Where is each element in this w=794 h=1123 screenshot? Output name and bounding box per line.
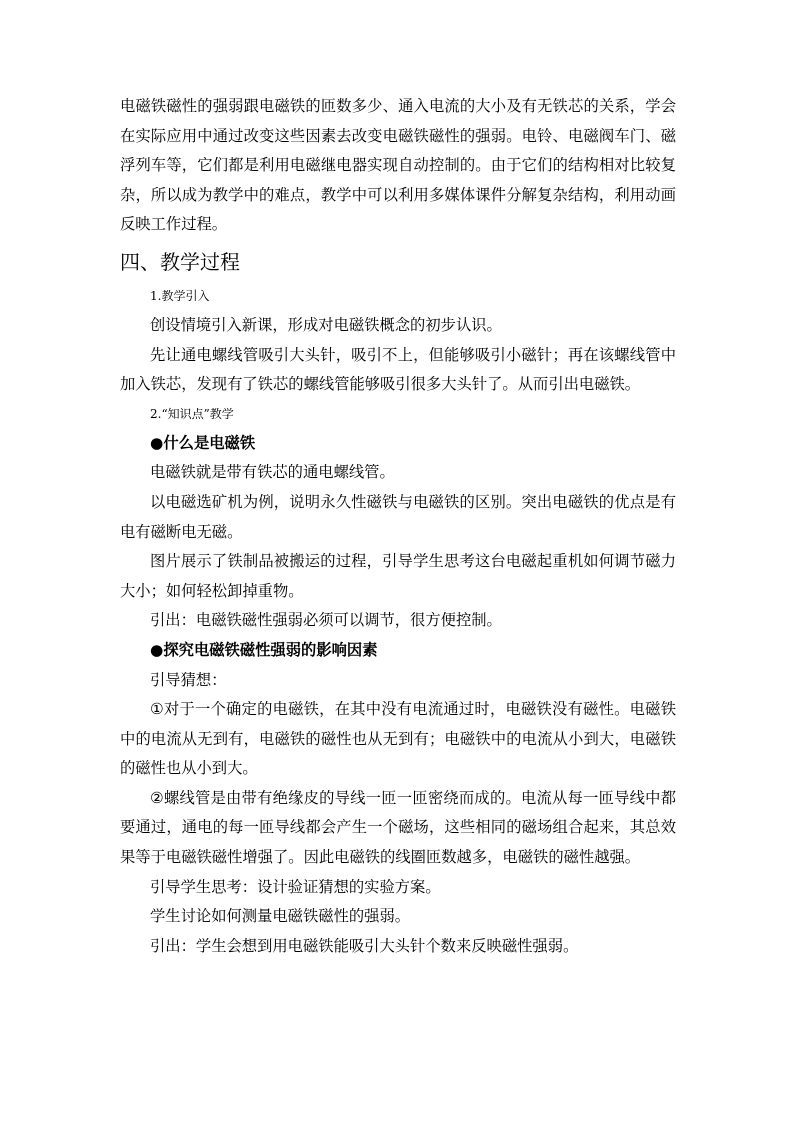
paragraph: ②螺线管是由带有绝缘皮的导线一匝一匝密绕而成的。电流从每一匝导线中都要通过，通电的每一匝导线都会产生一个磁场，这些相同的磁场组合起来，其总效果等于电磁铁磁性增强了。因此电磁铁的线圈匝数越多，电磁铁的磁性越强。	[120, 788, 676, 867]
paragraph-intro: 电磁铁磁性的强弱跟电磁铁的匝数多少、通入电流的大小及有无铁芯的关系，学会在实际应用中通过改变这些因素去改变电磁铁磁性的强弱。电铃、电磁阀车门、磁浮列车等，它们都是利用电磁继电器实现自动控制的。由于它们的结构相对比较复杂，所以成为教学中的难点，教学中可以利用多媒体课件分解复杂结构，利用动画反映工作过程。	[120, 97, 676, 234]
paragraph: 学生讨论如何测量电磁铁磁性的强弱。	[150, 907, 411, 926]
subheading-teaching-intro: 1.教学引入	[150, 288, 210, 303]
paragraph: 引出：电磁铁磁性强弱必须可以调节，很方便控制。	[150, 611, 502, 630]
paragraph: 引导学生思考：设计验证猜想的实验方案。	[150, 877, 441, 896]
paragraph: 以电磁选矿机为例，说明永久性磁铁与电磁铁的区别。突出电磁铁的优点是有电有磁断电无磁。	[120, 492, 676, 541]
paragraph: 创设情境引入新课，形成对电磁铁概念的初步认识。	[150, 315, 502, 334]
bullet-heading-what-is-electromagnet: ●什么是电磁铁	[150, 433, 256, 452]
paragraph: 引出：学生会想到用电磁铁能吸引大头针个数来反映磁性强弱。	[150, 936, 579, 955]
paragraph: 图片展示了铁制品被搬运的过程，引导学生思考这台电磁起重机如何调节磁力大小；如何轻松卸掉重物。	[120, 552, 676, 600]
document-body	[120, 92, 676, 961]
bullet-heading-explore-factors: ●探究电磁铁磁性强弱的影响因素	[150, 640, 378, 659]
subheading-knowledge-point: 2.“知识点”教学	[150, 406, 234, 421]
paragraph: 引导猜想：	[150, 670, 227, 689]
paragraph: ①对于一个确定的电磁铁，在其中没有电流通过时，电磁铁没有磁性。电磁铁中的电流从无到有，电磁铁的磁性也从无到有；电磁铁中的电流从小到大，电磁铁的磁性也从小到大。	[120, 700, 676, 778]
paragraph: 先让通电螺线管吸引大头针，吸引不上，但能够吸引小磁针；再在该螺线管中加入铁芯，发现有了铁芯的螺线管能够吸引很多大头针了。从而引出电磁铁。	[120, 345, 676, 394]
section-heading-teaching-process: 四、教学过程	[120, 249, 240, 274]
paragraph: 电磁铁就是带有铁芯的通电螺线管。	[150, 463, 395, 482]
